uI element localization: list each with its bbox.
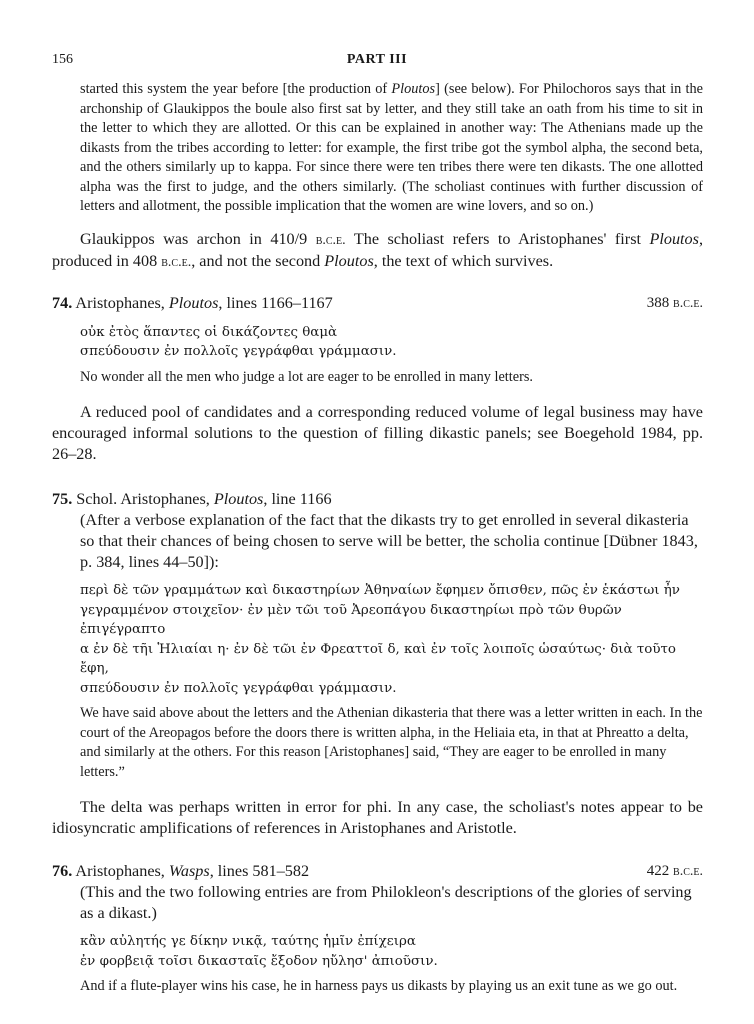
greek-line: ἐν φορβειᾷ τοῖσι δικασταῖς ἔξοδον ηὔλησ' ἀπιοῦσιν. (80, 953, 438, 969)
running-title: PART III (346, 52, 408, 67)
greek-line: α ἐν δὲ τῆι Ἡλιαίαι η· ἐν δὲ τῶι ἐν Φρεαττοῖ δ, καὶ ἐν τοῖς λοιποῖς ὡσαύτως· διὰ τοῦτο ἔφη, (80, 641, 676, 676)
translation: And if a flute-player wins his case, he in harness pays us dikasts by playing us an exit tune as we go out. (80, 978, 678, 994)
commentary-paragraph: The delta was perhaps written in error for phi. In any case, the scholiast's notes appear to be idiosyncratic amplifications of references in Aristophanes and Aristotle. (52, 798, 703, 837)
entry-intro: (After a verbose explanation of the fact that the dikasts try to get enrolled in several dikasteria so that their chances of being chosen to serve will be better, the scholia continue [Dübner 1843, p. 384, lines 44–50]): (80, 511, 698, 571)
commentary-paragraph: Glaukippos was archon in 410/9 b.c.e. The scholiast refers to Aristophanes' first Ploutos, produced in 408 b.c.e., and not the second Ploutos, the text of which survives. (52, 229, 703, 270)
entry-number: 74. (52, 293, 73, 312)
entry-number: 75. (52, 490, 73, 508)
greek-line: οὐκ ἐτὸς ἅπαντες οἱ δικάζοντες θαμὰ (80, 324, 338, 340)
greek-line: γεγραμμένον στοιχεῖον· ἐν μὲν τῶι τοῦ Ἀρεοπάγου δικαστηρίωι πρὸ τῶν θυρῶν ἐπιγέγραπτο (80, 602, 622, 637)
translation: No wonder all the men who judge a lot are eager to be enrolled in many letters. (80, 368, 533, 385)
translation: We have said above about the letters and the Athenian dikasteria that there was a letter written in each. In the court of the Areopagos before the doors there is written alpha, in the Heliaia eta, in that at Phreatto a delta, and similarly at the others. For this reason [Aristophanes] said, “They are eager to be enrolled in many letters.” (80, 705, 703, 780)
running-header (52, 52, 702, 72)
greek-line: περὶ δὲ τῶν γραμμάτων καὶ δικαστηρίων Ἀθηναίων ἔφημεν ὄπισθεν, πῶς ἐν ἑκάστωι ἦν (80, 583, 680, 598)
entry-heading: 76. Aristophanes, Wasps, lines 581–582 422 b.c.e. (52, 862, 703, 880)
entry-date: 388 b.c.e. (646, 294, 703, 311)
greek-line: κἂν αὐλητής γε δίκην νικᾷ, ταύτης ἡμῖν ἐπίχειρα (80, 934, 416, 949)
greek-line: σπεύδουσιν ἐν πολλοῖς γεγράφθαι γράμμασιν. (80, 680, 397, 696)
page-content (52, 80, 703, 997)
greek-line: σπεύδουσιν ἐν πολλοῖς γεγράφθαι γράμμασιν. (80, 344, 397, 359)
entry-intro: (This and the two following entries are from Philokleon's descriptions of the glories of serving as a dikast.) (80, 883, 692, 922)
entry-heading: 74. Aristophanes, Ploutos, lines 1166–1167 388 b.c.e. (52, 293, 703, 312)
page-number: 156 (52, 52, 73, 67)
block-quote-continued: started this system the year before [the production of Ploutos] (see below). For Philochoros says that in the archonship of Glaukippos the boule also first sat by letter, and they still take an oath from his time to sit in the letter to which they are allotted. Or this can be explained in another way: The Athenians made up the dikasts from the tribes according to letter: for example, the first tribe got the symbol alpha, the second beta, and the others similarly up to kappa. For since there were ten tribes there were ten dikasts. The one allotted alpha was the first to judge, and the others similarly. (The scholiast continues with further discussion of letters and allotment, the possible implication that the women are wine lovers, and so on.) (80, 81, 703, 214)
commentary-paragraph: A reduced pool of candidates and a corresponding reduced volume of legal business may have encouraged informal solutions to the question of filling dikastic panels; see Boegehold 1984, pp. 26–28. (52, 403, 703, 463)
entry-number: 76. (52, 862, 73, 880)
entry-heading: 75. Schol. Aristophanes, Ploutos, line 1166 (52, 490, 332, 508)
entry-date: 422 b.c.e. (646, 863, 703, 879)
